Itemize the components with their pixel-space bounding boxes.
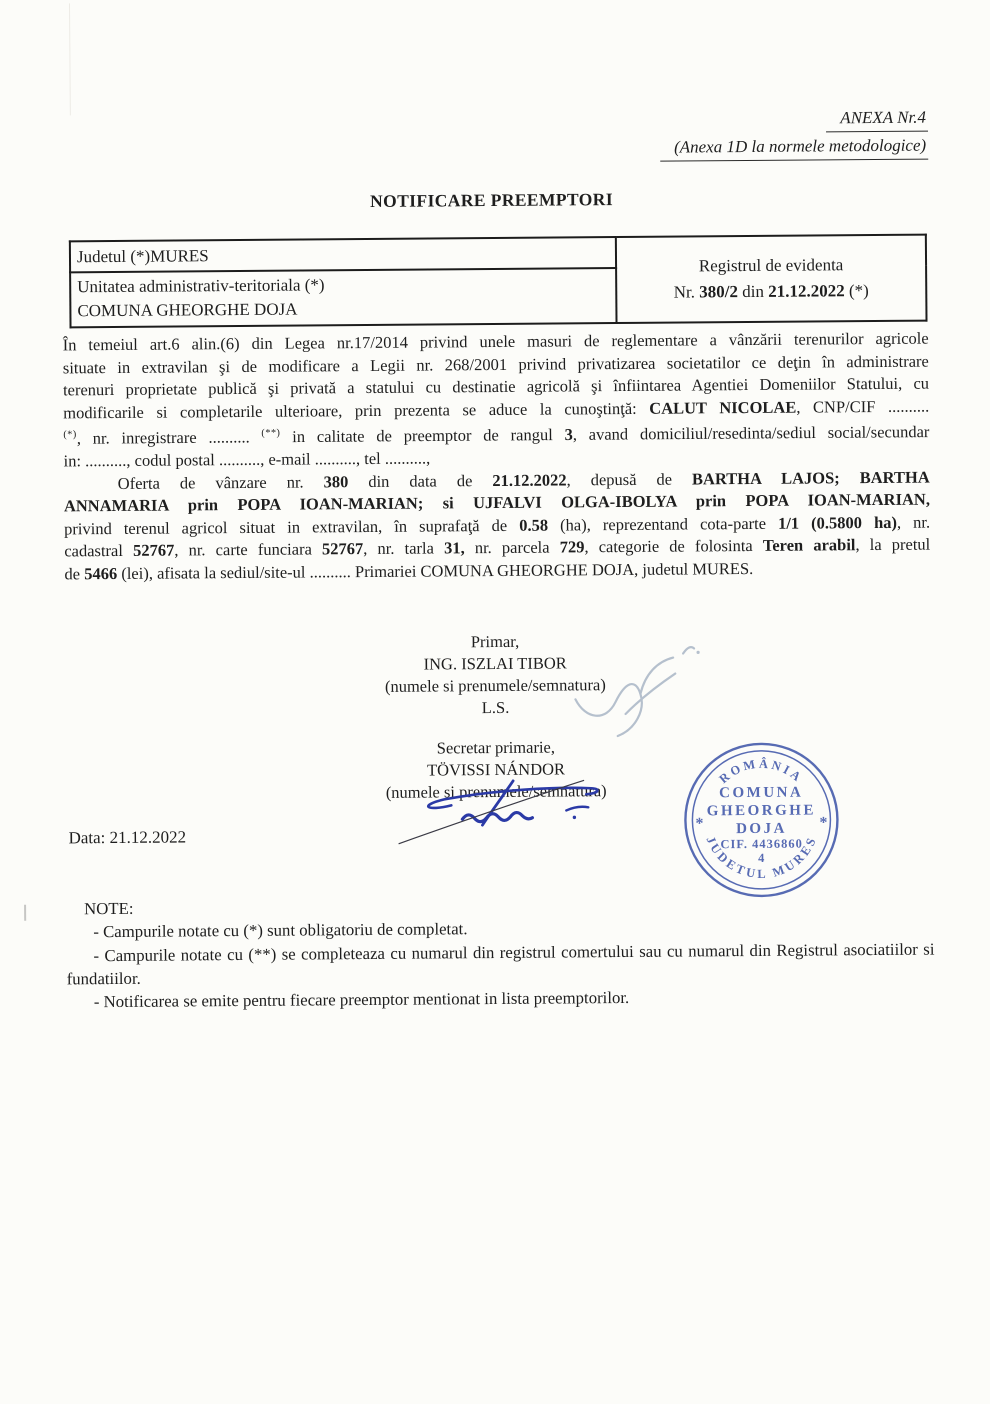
scan-tick-artifact bbox=[24, 905, 26, 921]
registry-entry: Nr. 380/2 din 21.12.2022 (*) bbox=[673, 281, 869, 302]
mayor-role: Primar, bbox=[470, 631, 520, 652]
registry-cell bbox=[616, 235, 927, 323]
notes-section bbox=[66, 891, 935, 1014]
legal-basis-paragraph: În temeiul art.6 alin.(6) din Legea nr.17/2014 privind unele masuri de reglementare a vânzării terenurilor agricole situate in extravilan şi de modificare a Legii nr. 268/2001 privind privatizarea societatilor ce deţin în administrare terenuri proprietate publică şi privată a statului cu destinatie agricolă şi înfiintarea Agentiei Domeniilor Statului, cu modificarile si completarile ulterioare, prin prezenta se aduce la cunoştinţă: CALUT NICOLAE, CNP/CIF .......... (*), nr. inregistrare .......... (**) in calitate de preemptor de rangul 3, avand domiciliul/resedinta/sediul social/secundar in: .........., codul postal .........., e-mail .........., tel .........., bbox=[62, 328, 930, 471]
note-item: - Campurile notate cu (*) sunt obligatoriu de completat. bbox=[93, 919, 468, 942]
uat-value: COMUNA GHEORGHE DOJA bbox=[77, 299, 298, 321]
date-line: Data: 21.12.2022 bbox=[68, 827, 187, 848]
document-body bbox=[63, 328, 931, 586]
note-item: - Notificarea se emite pentru fiecare preemptor mentionat in lista preemptorilor. bbox=[93, 988, 630, 1012]
table-row bbox=[70, 235, 926, 273]
page-title: NOTIFICARE PREEMPTORI bbox=[370, 189, 614, 211]
offer-paragraph: Oferta de vânzare nr. 380 din data de 21.12.2022, depusă de BARTHA LAJOS; BARTHA ANNAMARIA prin POPA IOAN-MARIAN; si UJFALVI OLGA-IBOLYA prin POPA IOAN-MARIAN, privind terenul agricol situat in extravilan, în suprafaţă de 0.58 (ha), reprezentand cota-parte 1/1 (0.5800 ha), nr. cadastral 52767, nr. carte funciara 52767, nr. tarla 31, nr. parcela 729, categorie de folosinta Teren arabil, la pretul de 5466 (lei), afisata la sediul/site-ul .......... Primariei COMUNA GHEORGHE DOJA, judetul MURES. bbox=[63, 467, 931, 583]
stamp-country: ROMÂNIA bbox=[716, 756, 806, 787]
secretary-caption: (numele si prenumele/semnatura) bbox=[385, 781, 607, 802]
mayor-caption: (numele si prenumele/semnatura) bbox=[384, 675, 606, 696]
uat-label: Unitatea administrativ-teritoriala (*) bbox=[77, 275, 325, 297]
stamp-number: 4 bbox=[758, 850, 766, 865]
mayor-ls: L.S. bbox=[481, 697, 510, 718]
stamp-cif: CIF. 4436860 bbox=[720, 836, 803, 852]
stamp-star-right: * bbox=[819, 814, 828, 832]
secretary-name: TÖVISSI NÁNDOR bbox=[426, 759, 566, 780]
mayor-name: ING. ISZLAI TIBOR bbox=[423, 653, 567, 674]
annex-header bbox=[660, 104, 929, 162]
round-stamp bbox=[677, 735, 846, 904]
secretary-role: Secretar primarie, bbox=[436, 737, 556, 758]
uat-cell bbox=[70, 268, 616, 327]
svg-text:ROMÂNIA bbox=[716, 756, 806, 786]
county-cell: Judetul (*)MURES bbox=[70, 237, 616, 272]
annex-number: ANEXA Nr.4 bbox=[826, 104, 928, 133]
note-item: - Campurile notate cu (**) se completeaza cu numarul din registrul comertului sau cu numarul din Registrul asociatiilor si fundatiilor. bbox=[66, 939, 935, 989]
scan-streak-artifact bbox=[69, 3, 71, 115]
stamp-county: JUDETUL MURES bbox=[703, 833, 820, 882]
stamp-name-line3: DOJA bbox=[736, 820, 787, 838]
stamp-name-line2: GHEORGHE bbox=[706, 802, 817, 820]
registry-table bbox=[69, 234, 928, 329]
registry-title: Registrul de evidenta bbox=[698, 255, 844, 276]
mayor-signature-block bbox=[0, 627, 990, 723]
stamp-name-line1: COMUNA bbox=[719, 784, 804, 802]
annex-reference: (Anexa 1D la normele metodologice) bbox=[660, 132, 928, 162]
stamp-star-left: * bbox=[695, 815, 704, 833]
notes-title: NOTE: bbox=[84, 898, 134, 919]
